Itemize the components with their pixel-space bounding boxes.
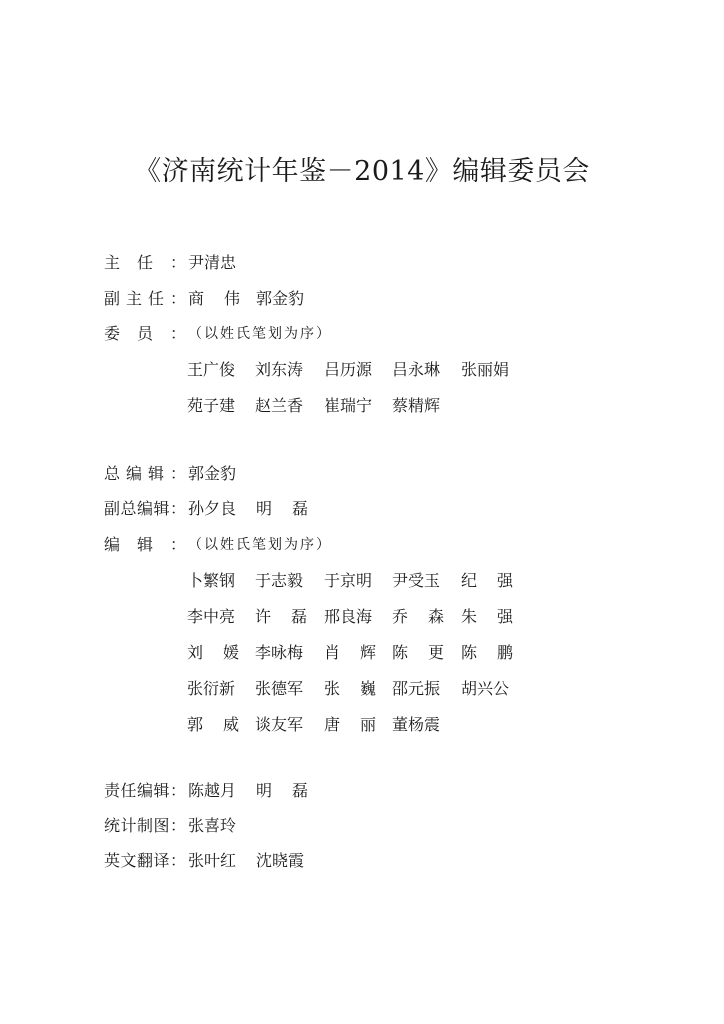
page-title: 《济南统计年鉴－2014》编辑委员会	[134, 156, 590, 187]
person-name: 明 磊	[256, 499, 308, 518]
section-label: 统 计 制 图 ：	[104, 816, 186, 835]
person-name: 苑 子 建	[187, 396, 236, 415]
person-name: 刘 东 涛	[255, 360, 304, 379]
section-label: 总 编 辑 ：	[104, 464, 186, 483]
sort-note: （以姓氏笔划为序）	[188, 326, 332, 342]
person-name: 赵 兰 香	[255, 396, 304, 415]
person-name: 乔 森	[392, 607, 444, 626]
person-name: 吕 永 琳	[392, 360, 441, 379]
section-label: 责 任 编 辑 ：	[104, 781, 186, 800]
person-name: 商 伟	[188, 289, 240, 308]
person-name: 肖 辉	[324, 643, 376, 662]
person-name: 王 广 俊	[187, 360, 236, 379]
person-name: 尹 清 忠	[188, 253, 237, 272]
person-name: 张 丽 娟	[461, 360, 510, 379]
person-name: 张 德 军	[255, 679, 304, 698]
person-name: 陈 更	[392, 643, 444, 662]
person-name: 李 咏 梅	[255, 643, 304, 662]
person-name: 唐 丽	[324, 715, 376, 734]
person-name: 明 磊	[256, 781, 308, 800]
person-name: 郭 威	[187, 715, 239, 734]
person-name: 于 京 明	[324, 571, 373, 590]
person-name: 沈 晓 霞	[256, 851, 305, 870]
section-label: 委 员 ：	[104, 324, 186, 343]
person-name: 孙 夕 良	[188, 499, 237, 518]
person-name: 胡 兴 公	[461, 679, 510, 698]
person-name: 陈 越 月	[188, 781, 237, 800]
person-name: 郭 金 豹	[188, 464, 237, 483]
person-name: 张 叶 红	[188, 851, 237, 870]
person-name: 董 杨 震	[392, 715, 441, 734]
section-label: 副 主 任 ：	[104, 289, 186, 308]
person-name: 于 志 毅	[255, 571, 304, 590]
section-label: 编 辑 ：	[104, 535, 186, 554]
person-name: 郭 金 豹	[256, 289, 305, 308]
person-name: 刘 媛	[187, 643, 239, 662]
section-label: 英 文 翻 译 ：	[104, 851, 186, 870]
person-name: 张 喜 玲	[188, 816, 237, 835]
person-name: 张 巍	[324, 679, 376, 698]
person-name: 邵 元 振	[392, 679, 441, 698]
sort-note: （以姓氏笔划为序）	[188, 537, 332, 553]
person-name: 蔡 精 辉	[392, 396, 441, 415]
person-name: 邢 良 海	[324, 607, 373, 626]
person-name: 崔 瑞 宁	[324, 396, 373, 415]
person-name: 许 磊	[255, 607, 307, 626]
section-label: 副 总 编 辑 ：	[104, 499, 186, 518]
person-name: 纪 强	[461, 571, 513, 590]
person-name: 朱 强	[461, 607, 513, 626]
person-name: 张 衍 新	[187, 679, 236, 698]
person-name: 尹 受 玉	[392, 571, 441, 590]
person-name: 陈 鹏	[461, 643, 513, 662]
person-name: 卜 繁 钢	[187, 571, 236, 590]
person-name: 谈 友 军	[255, 715, 304, 734]
section-label: 主 任 ：	[104, 253, 186, 272]
person-name: 李 中 亮	[187, 607, 236, 626]
person-name: 吕 历 源	[324, 360, 373, 379]
